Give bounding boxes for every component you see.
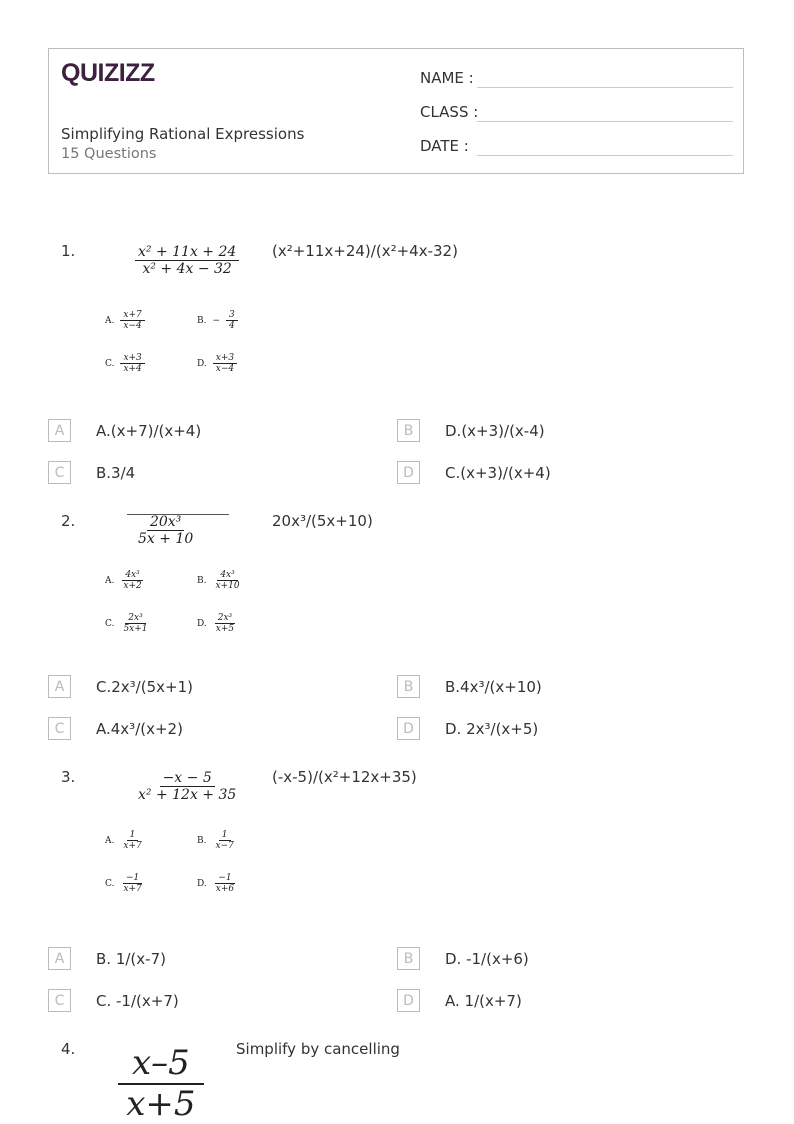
choice-fraction [226,310,238,332]
numerator: −1 [123,873,142,884]
expression-fraction [135,770,239,803]
choice-fraction [120,570,144,592]
choice-label: D. [197,358,207,369]
denominator: x² + 12x + 35 [138,787,237,804]
answer-text: B.3/4 [96,463,136,482]
denominator: x−4 [123,321,142,332]
question-expression [135,514,196,547]
answer-text: C.2x³/(5x+1) [96,677,193,696]
choice-fraction [212,830,236,852]
answer-option-b[interactable] [397,947,529,970]
expression-fraction [135,514,196,547]
answer-letter-box[interactable]: A [48,419,71,442]
image-choice [197,830,237,852]
class-field[interactable] [420,103,478,121]
answer-option-c[interactable] [48,461,136,484]
answer-option-d[interactable] [397,461,551,484]
answer-text: C. -1/(x+7) [96,991,179,1010]
numerator: 20x³ [147,514,184,531]
numerator: x+3 [120,353,144,364]
numerator: −x − 5 [160,770,215,787]
answer-letter-box[interactable]: C [48,989,71,1012]
answer-option-b[interactable] [397,675,542,698]
choice-fraction [120,310,144,332]
denominator: 4 [229,321,235,332]
denominator: x−7 [215,841,234,852]
answer-text: D. -1/(x+6) [445,949,529,968]
image-choice [105,613,151,635]
answer-letter-box[interactable]: C [48,717,71,740]
question-number: 2. [61,512,76,530]
denominator: x+10 [215,581,240,592]
answer-text: D. 2x³/(x+5) [445,719,539,738]
question-text: (-x-5)/(x²+12x+35) [272,768,417,786]
choice-fraction [213,613,237,635]
question-text: 20x³/(5x+10) [272,512,373,530]
image-choice [197,570,243,592]
choice-label: D. [197,618,207,629]
class-label: CLASS : [420,103,479,121]
answer-text: A.(x+7)/(x+4) [96,421,202,440]
answer-letter-box[interactable]: C [48,461,71,484]
question-expression [135,244,239,277]
choice-sign: − [212,315,221,326]
denominator: x−4 [215,364,235,375]
choice-fraction [120,830,144,852]
choice-label: A. [105,835,115,846]
denominator: 5x + 10 [138,531,194,548]
question-number: 3. [61,768,76,786]
denominator: x+7 [123,841,142,852]
image-choice [105,353,145,375]
answer-option-d[interactable] [397,989,522,1012]
choice-label: D. [197,878,207,889]
answer-text: A.4x³/(x+2) [96,719,183,738]
choice-label: C. [105,358,115,369]
denominator: x+5 [215,624,235,635]
answer-option-a[interactable] [48,675,193,698]
expression-fraction [118,1044,204,1124]
answer-option-a[interactable] [48,947,166,970]
choice-label: B. [197,575,207,586]
question-text: (x²+11x+24)/(x²+4x-32) [272,242,458,260]
numerator: x–5 [118,1044,204,1085]
question-text: Simplify by cancelling [236,1040,400,1058]
numerator: −1 [215,873,234,884]
choice-label: A. [105,315,115,326]
answer-letter-box[interactable]: D [397,989,420,1012]
question-number: 1. [61,242,76,260]
choice-label: C. [105,618,115,629]
date-label: DATE : [420,137,469,155]
name-field[interactable] [420,69,474,87]
name-label: NAME : [420,69,474,87]
expression-fraction [135,244,239,277]
answer-text: C.(x+3)/(x+4) [445,463,551,482]
answer-option-c[interactable] [48,989,179,1012]
numerator: x+7 [120,310,144,321]
date-line [477,155,733,156]
answer-letter-box[interactable]: B [397,675,420,698]
denominator: x² + 4x − 32 [142,261,232,278]
numerator: x² + 11x + 24 [135,244,239,261]
question-number: 4. [61,1040,76,1058]
name-line [477,87,733,88]
choice-label: C. [105,878,115,889]
answer-letter-box[interactable]: B [397,947,420,970]
denominator: x+4 [123,364,142,375]
choice-label: A. [105,575,115,586]
answer-text: A. 1/(x+7) [445,991,522,1010]
choice-label: B. [197,835,207,846]
image-choice [105,570,145,592]
answer-option-d[interactable] [397,717,539,740]
denominator: x+2 [123,581,142,592]
choice-fraction [120,873,144,895]
date-field[interactable] [420,137,469,155]
image-choice [197,613,237,635]
numerator: 3 [226,310,238,321]
numerator: 1 [127,830,139,841]
answer-letter-box[interactable]: B [397,419,420,442]
question-expression [135,770,239,803]
worksheet-title: Simplifying Rational Expressions [61,125,305,143]
image-choice [197,310,238,332]
answer-option-a[interactable] [48,419,202,442]
choice-label: B. [197,315,207,326]
answer-text: B. 1/(x-7) [96,949,166,968]
quizizz-logo: QUIZIZZ [61,59,155,87]
class-line [477,121,733,122]
numerator: 1 [219,830,231,841]
choice-fraction [120,613,150,635]
numerator: 4x³ [122,570,142,581]
answer-text: D.(x+3)/(x-4) [445,421,545,440]
answer-letter-box[interactable]: D [397,717,420,740]
answer-text: B.4x³/(x+10) [445,677,542,696]
answer-option-c[interactable] [48,717,183,740]
denominator: x+6 [215,884,235,895]
choice-fraction [213,873,237,895]
question-count: 15 Questions [61,146,157,162]
expression-overline [127,514,229,515]
denominator: x+5 [126,1084,196,1124]
choice-fraction [120,353,144,375]
worksheet-header [48,48,744,174]
image-choice [105,830,145,852]
question-expression [118,1044,204,1124]
choice-fraction [213,353,237,375]
answer-option-b[interactable] [397,419,545,442]
answer-letter-box[interactable]: D [397,461,420,484]
numerator: 4x³ [217,570,237,581]
image-choice [105,310,145,332]
denominator: x+7 [123,884,142,895]
image-choice [105,873,145,895]
answer-letter-box[interactable]: A [48,675,71,698]
choice-fraction [212,570,242,592]
numerator: 2x³ [125,613,145,624]
numerator: 2x³ [215,613,235,624]
numerator: x+3 [213,353,237,364]
denominator: 5x+1 [123,624,148,635]
answer-letter-box[interactable]: A [48,947,71,970]
image-choice [197,353,237,375]
image-choice [197,873,237,895]
